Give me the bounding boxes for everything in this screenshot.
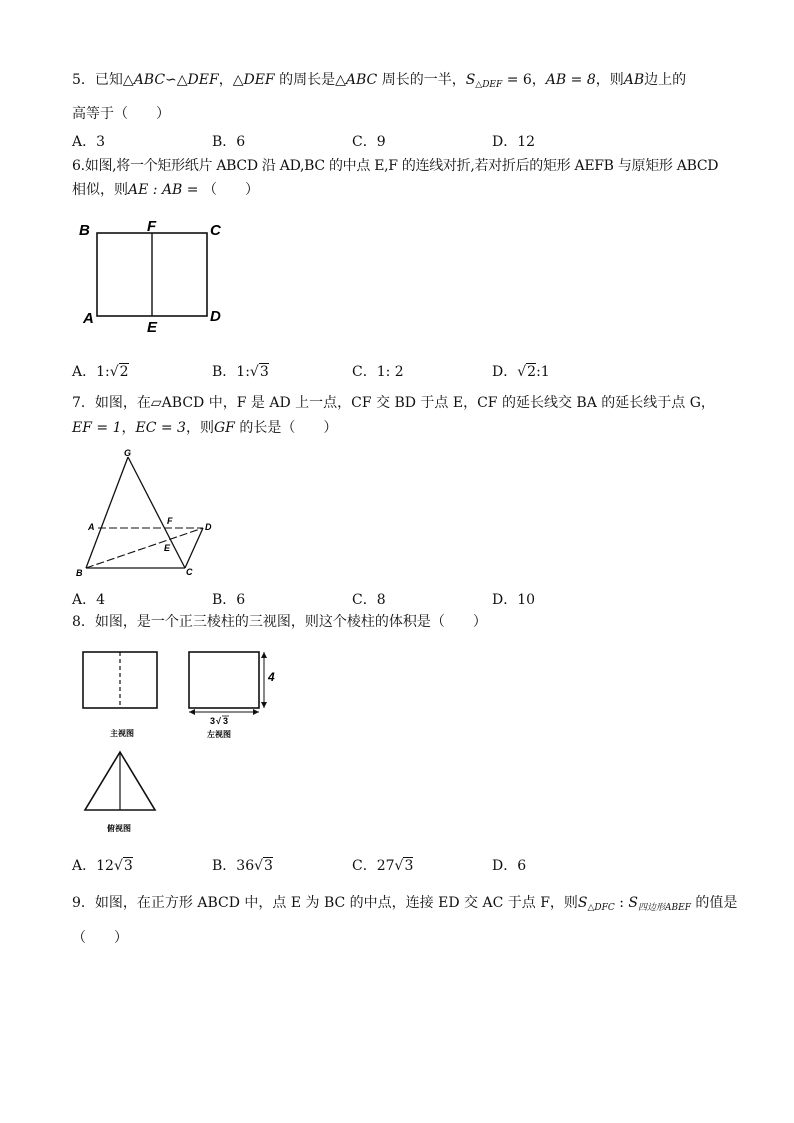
question-6-line-1: 6.如图,将一个矩形纸片 ABCD 沿 AD,BC 的中点 E,F 的连线对折,若对折后的矩形 AEFB 与原矩形 ABCD	[72, 158, 719, 174]
sqrt-icon: √	[249, 364, 259, 380]
front-view-label: 主视图	[110, 729, 134, 738]
question-5-line-1: 5．已知△ABC∽△DEF，△DEF 的周长是△ABC 周长的一半，$S_{\triangle DEF} = 6$，AB = 8，则AB边上的	[72, 72, 687, 90]
sqrt-icon: √	[113, 858, 123, 874]
width-dimension-rad: 3	[223, 716, 229, 726]
q5-option-a[interactable]: A．3	[72, 134, 106, 150]
side-view-label: 左视图	[207, 730, 231, 739]
q5-option-c[interactable]: C．9	[352, 134, 386, 150]
q8-option-c[interactable]: C．27√3	[352, 858, 414, 874]
q6-option-c[interactable]: C．1: 2	[352, 364, 404, 380]
line-gc	[128, 457, 185, 568]
label-b: B	[76, 568, 83, 578]
side-view-rect	[189, 652, 259, 708]
question-7-line-2: EF = 1，EC = 3，则GF 的长是（ ）	[72, 420, 338, 436]
label-f: F	[167, 516, 173, 526]
label-e: E	[147, 319, 158, 336]
sqrt-icon: √	[254, 858, 264, 874]
line-cd	[185, 528, 203, 568]
label-c: C	[210, 222, 221, 239]
q8-option-a[interactable]: A．12√3	[72, 858, 133, 874]
q5-option-b[interactable]: B．6	[212, 134, 246, 150]
sqrt-icon: √	[394, 858, 404, 874]
label-f: F	[147, 218, 157, 235]
height-arrow-top	[261, 652, 267, 658]
q6-option-b[interactable]: B．1:√3	[212, 364, 269, 380]
label-a: A	[88, 522, 95, 532]
sqrt-icon: √	[109, 364, 119, 380]
q7-option-d[interactable]: D．10	[492, 592, 536, 608]
label-a: A	[83, 310, 94, 327]
q6-option-d[interactable]: D．√2:1	[492, 364, 550, 380]
line-bg	[86, 457, 128, 568]
width-arrow-left	[189, 709, 195, 715]
label-d: D	[205, 522, 212, 532]
three-views-figure	[72, 645, 292, 845]
rectangle-fold-figure	[70, 212, 240, 337]
q8-option-b[interactable]: B．36√3	[212, 858, 273, 874]
question-8-line-1: 8．如图，是一个正三棱柱的三视图，则这个棱柱的体积是（ ）	[72, 614, 487, 630]
question-7-line-1: 7．如图，在▱ABCD 中，F 是 AD 上一点，CF 交 BD 于点 E，CF 的延长线交 BA 的延长线于点 G，	[72, 395, 715, 411]
label-b: B	[79, 222, 90, 239]
width-dimension-coef: 3	[210, 716, 216, 726]
line-bd	[86, 528, 203, 568]
height-dimension-text: 4	[268, 670, 275, 684]
label-g: G	[124, 448, 132, 458]
q7-option-b[interactable]: B．6	[212, 592, 246, 608]
width-arrow-right	[253, 709, 259, 715]
question-9-line-1: 9．如图，在正方形 ABCD 中，点 E 为 BC 的中点，连接 ED 交 AC 于点 F，则$S_{\triangle DFC}$ : $S_{四边形ABEF}$ 的值是	[72, 895, 738, 913]
q5-option-d[interactable]: D．12	[492, 134, 536, 150]
sqrt-icon: √	[517, 364, 527, 380]
q7-option-a[interactable]: A．4	[72, 592, 106, 608]
label-d: D	[210, 308, 221, 325]
top-view-label: 俯视图	[107, 824, 131, 833]
height-arrow-bottom	[261, 702, 267, 708]
q7-option-c[interactable]: C．8	[352, 592, 386, 608]
parallelogram-figure	[70, 445, 230, 580]
question-6-line-2: 相似，则AE : AB = （ ）	[72, 182, 259, 198]
label-c: C	[186, 567, 193, 577]
sqrt-icon: √	[216, 716, 221, 726]
q8-option-d[interactable]: D．6	[492, 858, 527, 874]
label-e: E	[164, 543, 171, 553]
q6-option-a[interactable]: A．1:√2	[72, 364, 129, 380]
question-9-line-2: （ ）	[72, 930, 128, 946]
question-5-line-2: 高等于（ ）	[72, 106, 170, 122]
